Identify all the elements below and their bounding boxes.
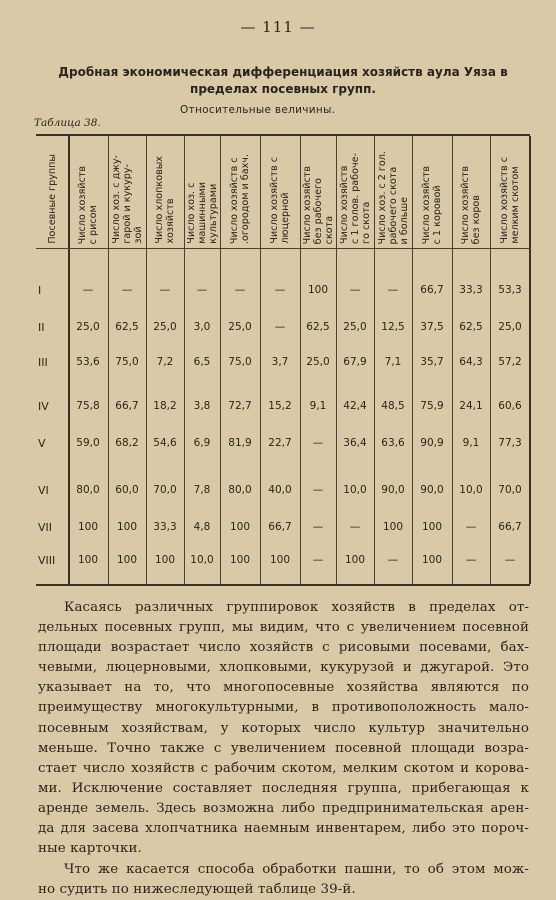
table-cell: 35,7 (420, 356, 444, 368)
table-cell: — (349, 284, 361, 296)
text-line: преимуществу многокультурными, в противоположность мало- (38, 700, 529, 716)
table-cell: 100 (344, 554, 366, 566)
column-header (68, 140, 108, 244)
text-line: ми. Исключение составляет последняя группа, прибегающая к (38, 780, 529, 796)
table-cell: — (312, 521, 324, 533)
row-group-label: II (38, 321, 45, 334)
table-cell: — (274, 284, 286, 296)
text-line: Касаясь различных группировок хозяйств в пределах от- (64, 600, 529, 615)
table-cell: 25,0 (153, 321, 177, 333)
column-header (260, 140, 300, 244)
text-line: указывает на то, что многопосевные хозяйства являются по (38, 680, 529, 696)
table-cell: 18,2 (153, 400, 177, 412)
header-rule (36, 248, 530, 249)
data-table (36, 134, 530, 586)
table-cell: 81,9 (228, 437, 252, 449)
column-header-label: Число хлопковых хозяйств (154, 156, 176, 244)
table-cell: 75,0 (115, 356, 139, 368)
table-cell: 3,0 (193, 321, 211, 333)
table-cell: — (196, 284, 208, 296)
table-cell: — (349, 521, 361, 533)
table-cell: 33,3 (153, 521, 177, 533)
table-cell: 63,6 (381, 437, 405, 449)
table-cell: 72,7 (228, 400, 252, 412)
text-line: ные карточки. (38, 841, 142, 857)
table-cell: 7,8 (193, 484, 211, 496)
table-label: Таблица 38. (34, 117, 101, 129)
column-header (108, 140, 146, 244)
text-line: площади возрастает число хозяйств с рисовыми посевами, бах- (38, 640, 529, 656)
table-cell: 25,0 (498, 321, 522, 333)
column-header-label: Число хозяйств без рабочего скота (301, 165, 335, 244)
table-cell: 7,1 (384, 356, 402, 368)
text-line: стает число хозяйств с рабочим скотом, мелким скотом и корова- (38, 760, 529, 776)
table-cell: 70,0 (153, 484, 177, 496)
table-cell: 90,0 (420, 484, 444, 496)
table-cell: 100 (421, 554, 443, 566)
table-cell: — (121, 284, 133, 296)
table-cell: — (387, 284, 399, 296)
table-cell: 22,7 (268, 437, 292, 449)
page-number: — 111 — (240, 18, 316, 36)
table-cell: 15,2 (268, 400, 292, 412)
table-cell: 59,0 (76, 437, 100, 449)
table-cell: 25,0 (228, 321, 252, 333)
table-cell: 53,6 (76, 356, 100, 368)
column-header-label: Посевные группы (46, 154, 58, 244)
table-cell: 10,0 (343, 484, 367, 496)
table-cell: 9,1 (309, 400, 327, 412)
row-group-label: I (38, 284, 42, 297)
table-cell: 100 (229, 521, 251, 533)
table-cell: — (312, 554, 324, 566)
table-title: Дробная экономическая дифференциация хозяйств аула Уяза в пределах посевных групп. (58, 65, 508, 96)
table-cell: 80,0 (76, 484, 100, 496)
table-cell: — (159, 284, 171, 296)
table-cell: 25,0 (306, 356, 330, 368)
table-cell: — (504, 554, 516, 566)
table-cell: 25,0 (343, 321, 367, 333)
table-cell: 75,9 (420, 400, 444, 412)
column-header-label: Число хозяйств с мелким скотом (499, 157, 521, 244)
table-cell: — (312, 437, 324, 449)
table-cell: 6,5 (193, 356, 211, 368)
table-cell: 53,3 (498, 284, 522, 296)
table-cell: 42,4 (343, 400, 367, 412)
text-line: но судить по нижеследующей таблице 39-й. (38, 882, 356, 898)
table-cell: 7,2 (156, 356, 174, 368)
row-group-label: VIII (38, 554, 56, 567)
table-cell: 62,5 (115, 321, 139, 333)
column-header (300, 140, 336, 244)
column-header-label: Число хозяйств с .огородом и бахч. (229, 153, 251, 244)
text-line: посевным хозяйствам, у которых число культур значительно (38, 720, 529, 736)
table-cell: 10,0 (190, 554, 214, 566)
table-cell: — (465, 521, 477, 533)
table-cell: 62,5 (459, 321, 483, 333)
table-cell: 75,8 (76, 400, 100, 412)
table-cell: 100 (307, 284, 329, 296)
table-cell: 60,0 (115, 484, 139, 496)
table-cell: 100 (116, 521, 138, 533)
table-cell: — (465, 554, 477, 566)
table-cell: 6,9 (193, 437, 211, 449)
table-cell: 66,7 (115, 400, 139, 412)
table-cell: 12,5 (381, 321, 405, 333)
table-cell: — (82, 284, 94, 296)
table-cell: — (387, 554, 399, 566)
table-cell: 48,5 (381, 400, 405, 412)
paragraph-1 (38, 598, 529, 859)
row-group-label: IV (38, 400, 49, 413)
table-cell: 24,1 (459, 400, 483, 412)
column-header-label: Число хозяйств с 1 голов. рабоче- го скота (338, 153, 372, 244)
table-cell: 80,0 (228, 484, 252, 496)
table-cell: — (312, 484, 324, 496)
table-cell: 100 (269, 554, 291, 566)
table-cell: 33,3 (459, 284, 483, 296)
table-cell: 90,9 (420, 437, 444, 449)
text-line: чевыми, люцерновыми, хлопковыми, кукурузой и джугарой. Это (38, 660, 529, 676)
column-header-label: Число хозяйств с люцерной (269, 157, 291, 244)
row-group-label: VI (38, 484, 49, 497)
column-header (452, 140, 490, 244)
column-header (412, 140, 452, 244)
column-header-label: Число хоз. с машинными культурами (185, 182, 219, 244)
text-line: да для засева хлопчатника наемным инвентарем, либо это пороч- (38, 821, 529, 837)
table-cell: 100 (116, 554, 138, 566)
column-header-label: Число хоз. с 2 гол. рабочего скота и больше (376, 150, 410, 244)
table-cell: 66,7 (498, 521, 522, 533)
table-cell: 37,5 (420, 321, 444, 333)
table-cell: 68,2 (115, 437, 139, 449)
table-cell: 75,0 (228, 356, 252, 368)
table-cell: 9,1 (462, 437, 480, 449)
column-header-label: Число хоз. с джу- гарой и кукуру- зой (110, 155, 144, 244)
table-cell: 90,0 (381, 484, 405, 496)
table-cell: 100 (382, 521, 404, 533)
table-cell: 67,9 (343, 356, 367, 368)
table-cell: 100 (421, 521, 443, 533)
row-group-label: V (38, 437, 46, 450)
table-subtitle: Относительные величины. (180, 104, 336, 116)
column-header (374, 140, 412, 244)
table-cell: 100 (154, 554, 176, 566)
table-cell: 100 (77, 521, 99, 533)
table-cell: 60,6 (498, 400, 522, 412)
table-cell: 66,7 (420, 284, 444, 296)
column-header (490, 140, 530, 244)
table-cell: 40,0 (268, 484, 292, 496)
table-cell: 57,2 (498, 356, 522, 368)
row-group-label: VII (38, 521, 53, 534)
row-group-label: III (38, 356, 48, 369)
table-cell: 36,4 (343, 437, 367, 449)
table-cell: 25,0 (76, 321, 100, 333)
header-group (36, 140, 68, 244)
column-header (184, 140, 220, 244)
column-header (220, 140, 260, 244)
column-header (336, 140, 374, 244)
table-cell: 100 (77, 554, 99, 566)
table-cell: — (234, 284, 246, 296)
column-header-label: Число хозяйств без коров (460, 165, 482, 244)
table-cell: 70,0 (498, 484, 522, 496)
column-header (146, 140, 184, 244)
text-line: дельных посевных групп, мы видим, что с увеличением посевной (38, 620, 529, 636)
table-cell: 4,8 (193, 521, 211, 533)
table-cell: 3,7 (271, 356, 289, 368)
table-cell: 77,3 (498, 437, 522, 449)
table-cell: 66,7 (268, 521, 292, 533)
text-line: Что же касается способа обработки пашни, то об этом мож- (64, 862, 529, 877)
table-cell: 3,8 (193, 400, 211, 412)
table-cell: 62,5 (306, 321, 330, 333)
column-header-label: Число хозяйств с рисом (77, 165, 99, 244)
text-line: аренде земель. Здесь возможна либо предпринимательская арен- (38, 800, 529, 816)
table-cell: 54,6 (153, 437, 177, 449)
table-cell: 100 (229, 554, 251, 566)
table-cell: 10,0 (459, 484, 483, 496)
table-cell: 64,3 (459, 356, 483, 368)
paragraph-2 (38, 860, 529, 900)
text-line: меньше. Точно также с увеличением посевной площади возра- (38, 740, 529, 756)
table-cell: — (274, 321, 286, 333)
column-header-label: Число хозяйств с 1 коровой (421, 165, 443, 244)
